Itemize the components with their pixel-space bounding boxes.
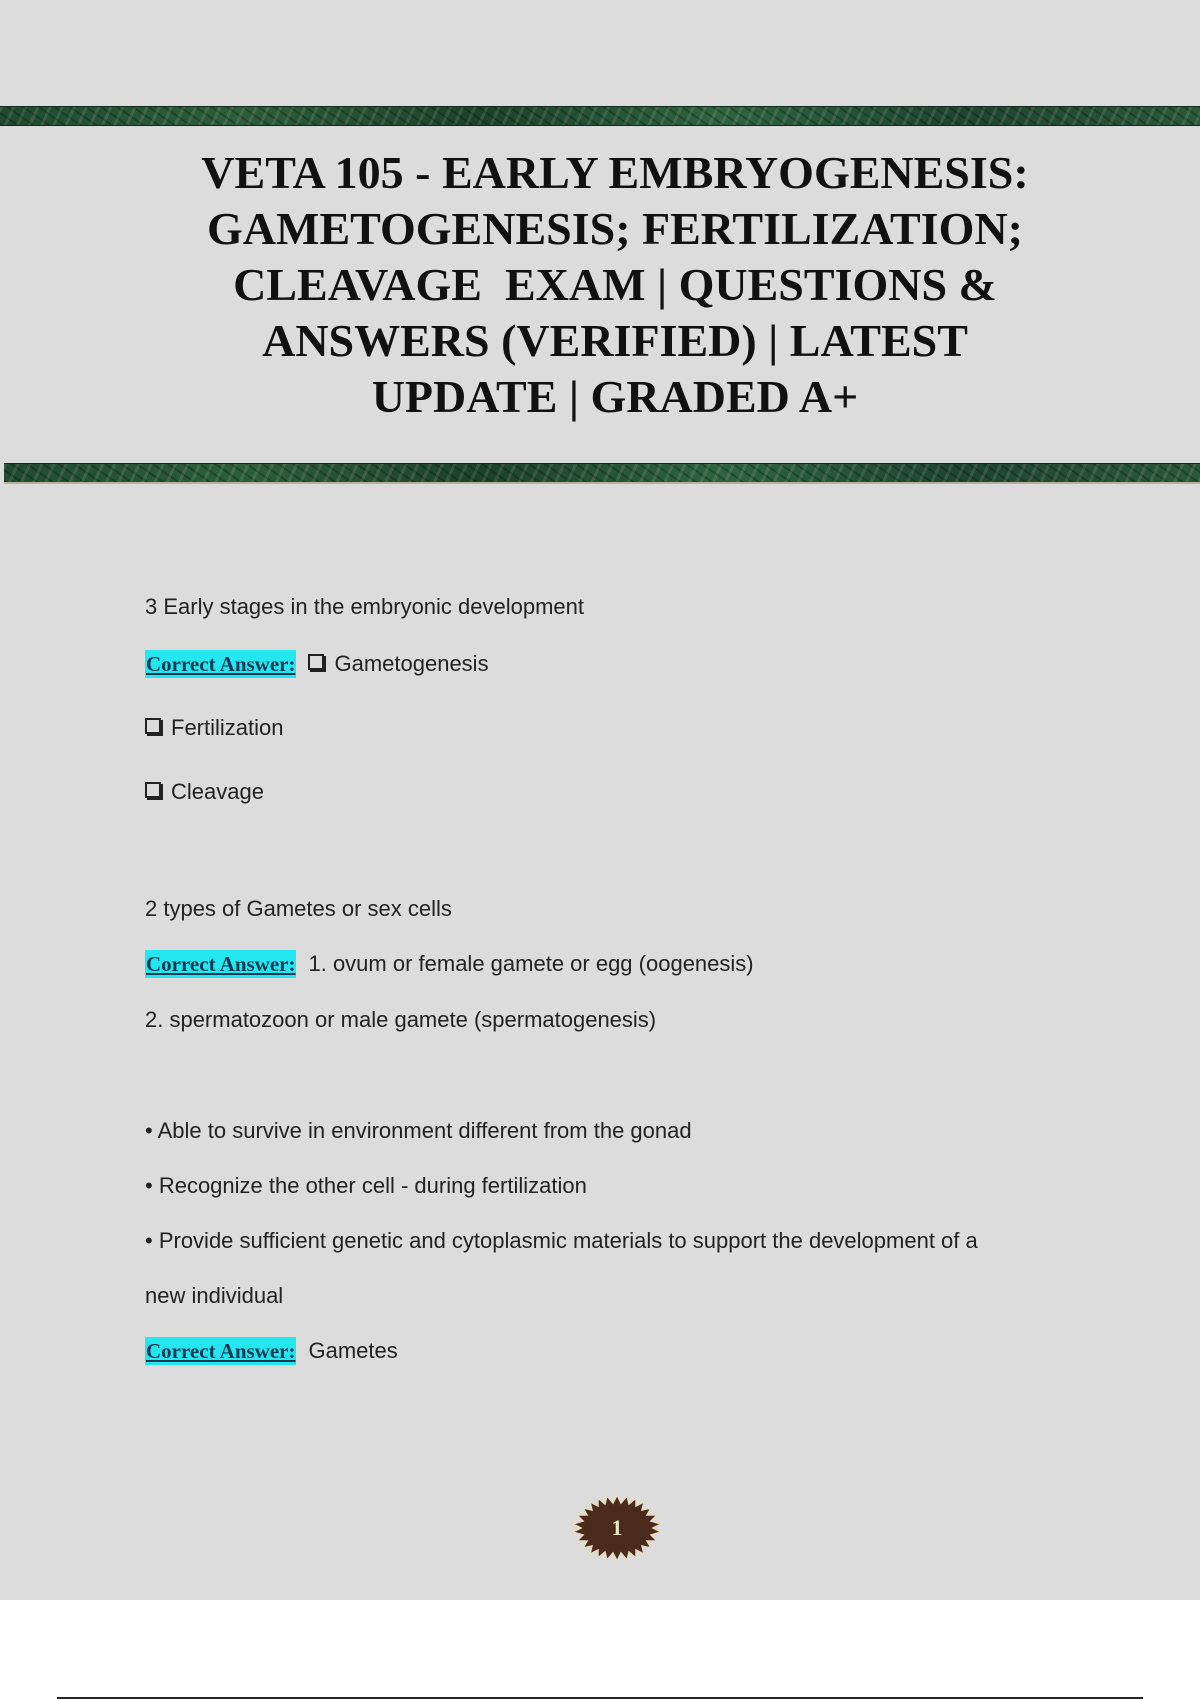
title-line: GAMETOGENESIS; FERTILIZATION; bbox=[207, 203, 1023, 254]
answer-3 bbox=[145, 1336, 1105, 1366]
answer-2-line-1 bbox=[145, 949, 1105, 979]
question-3-bullet-1: • Able to survive in environment different from the gonad bbox=[145, 1118, 692, 1143]
question-3-bullet-3: • Provide sufficient genetic and cytoplasmic materials to support the development of a bbox=[145, 1228, 978, 1253]
question-3-bullet-2: • Recognize the other cell - during fertilization bbox=[145, 1173, 587, 1198]
title-line: UPDATE | GRADED A+ bbox=[371, 371, 859, 422]
answer-item: Cleavage bbox=[171, 779, 264, 804]
checkbox-icon bbox=[145, 718, 161, 734]
title-line: VETA 105 - EARLY EMBRYOGENESIS: bbox=[201, 147, 1029, 198]
question-3-continuation: new individual bbox=[145, 1283, 284, 1308]
top-decorative-bar bbox=[0, 106, 1200, 126]
correct-answer-label: Correct Answer: bbox=[146, 952, 296, 976]
answer-2-line-2: 2. spermatozoon or male gamete (spermatogenesis) bbox=[145, 1007, 657, 1032]
answer-1-line-1 bbox=[145, 649, 1105, 679]
page-number-badge bbox=[567, 1493, 667, 1563]
answer-1-line-3 bbox=[145, 777, 1105, 807]
checkbox-icon bbox=[145, 782, 161, 798]
question-2: 2 types of Gametes or sex cells bbox=[145, 896, 452, 921]
title-line: ANSWERS (VERIFIED) | LATEST bbox=[262, 315, 968, 366]
answer-1-line-2 bbox=[145, 713, 1105, 743]
answer-item: Fertilization bbox=[171, 715, 284, 740]
answer-item: Gametogenesis bbox=[334, 651, 489, 676]
question-1: 3 Early stages in the embryonic development bbox=[145, 594, 585, 619]
correct-answer-label: Correct Answer: bbox=[146, 1339, 296, 1363]
correct-answer-label: Correct Answer: bbox=[146, 652, 296, 676]
qa-content bbox=[145, 592, 1105, 1366]
checkbox-icon bbox=[308, 654, 324, 670]
document-title bbox=[100, 145, 1130, 425]
title-line: CLEAVAGE EXAM | QUESTIONS & bbox=[233, 259, 997, 310]
answer-text: 1. ovum or female gamete or egg (oogenesis) bbox=[308, 951, 754, 976]
page-number: 1 bbox=[611, 1515, 623, 1540]
footer-rule bbox=[57, 1697, 1143, 1699]
answer-text: Gametes bbox=[308, 1338, 398, 1363]
bottom-decorative-bar bbox=[4, 463, 1200, 484]
